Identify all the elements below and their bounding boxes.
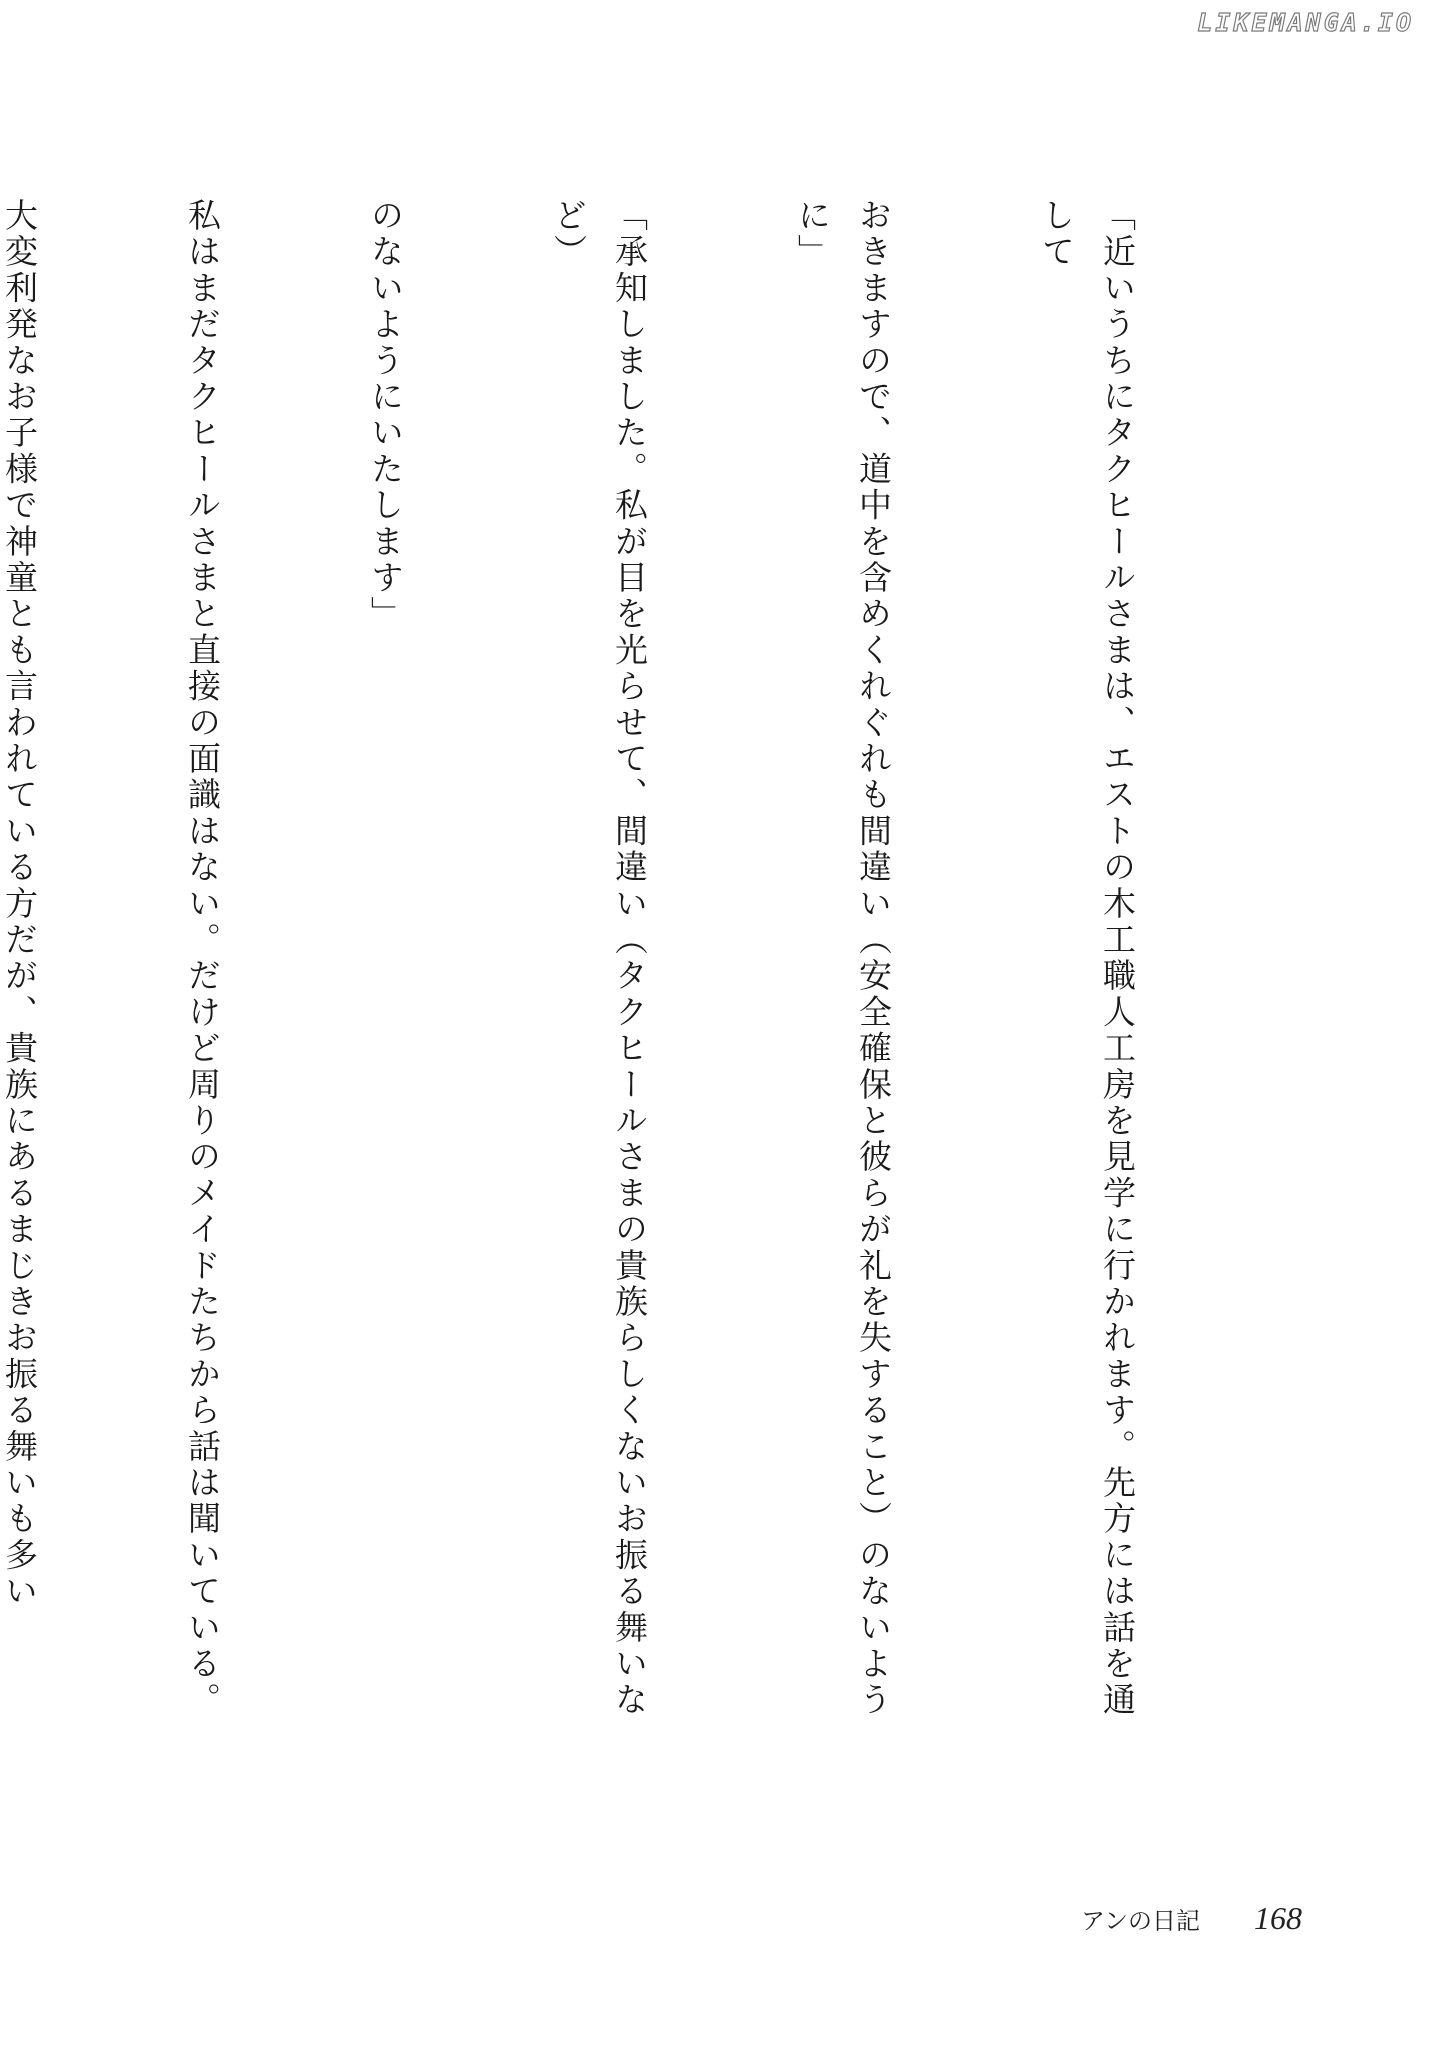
chapter-title: アンの日記 bbox=[1080, 1907, 1200, 1935]
text-line: 私はまだタクヒールさまと直接の面識はない。だけど周りのメイドたちから話は聞いている。 bbox=[183, 198, 222, 1719]
text-line: 「承知しました。私が目を光らせて、間違い（タクヒールさまの貴族らしくないお振る舞いなど） bbox=[549, 198, 649, 1719]
text-line: おきますので、道中を含めくれぐれも間違い（安全確保と彼らが礼を失すること）のないように」 bbox=[793, 198, 893, 1719]
watermark: LIKEMANGA.IO bbox=[1197, 8, 1414, 37]
body-text bbox=[0, 198, 1270, 1738]
text-line: のないようにいたします」 bbox=[366, 198, 405, 633]
text-line: 「近いうちにタクヒールさまは、エストの木工職人工房を見学に行かれます。先方には話を通して bbox=[1037, 198, 1137, 1719]
text-line: 大変利発なお子様で神童とも言われている方だが、貴族にあるまじきお振る舞いも多い bbox=[0, 198, 39, 1610]
page-number: 168 bbox=[1254, 1900, 1302, 1936]
page-footer bbox=[1081, 1900, 1302, 1937]
